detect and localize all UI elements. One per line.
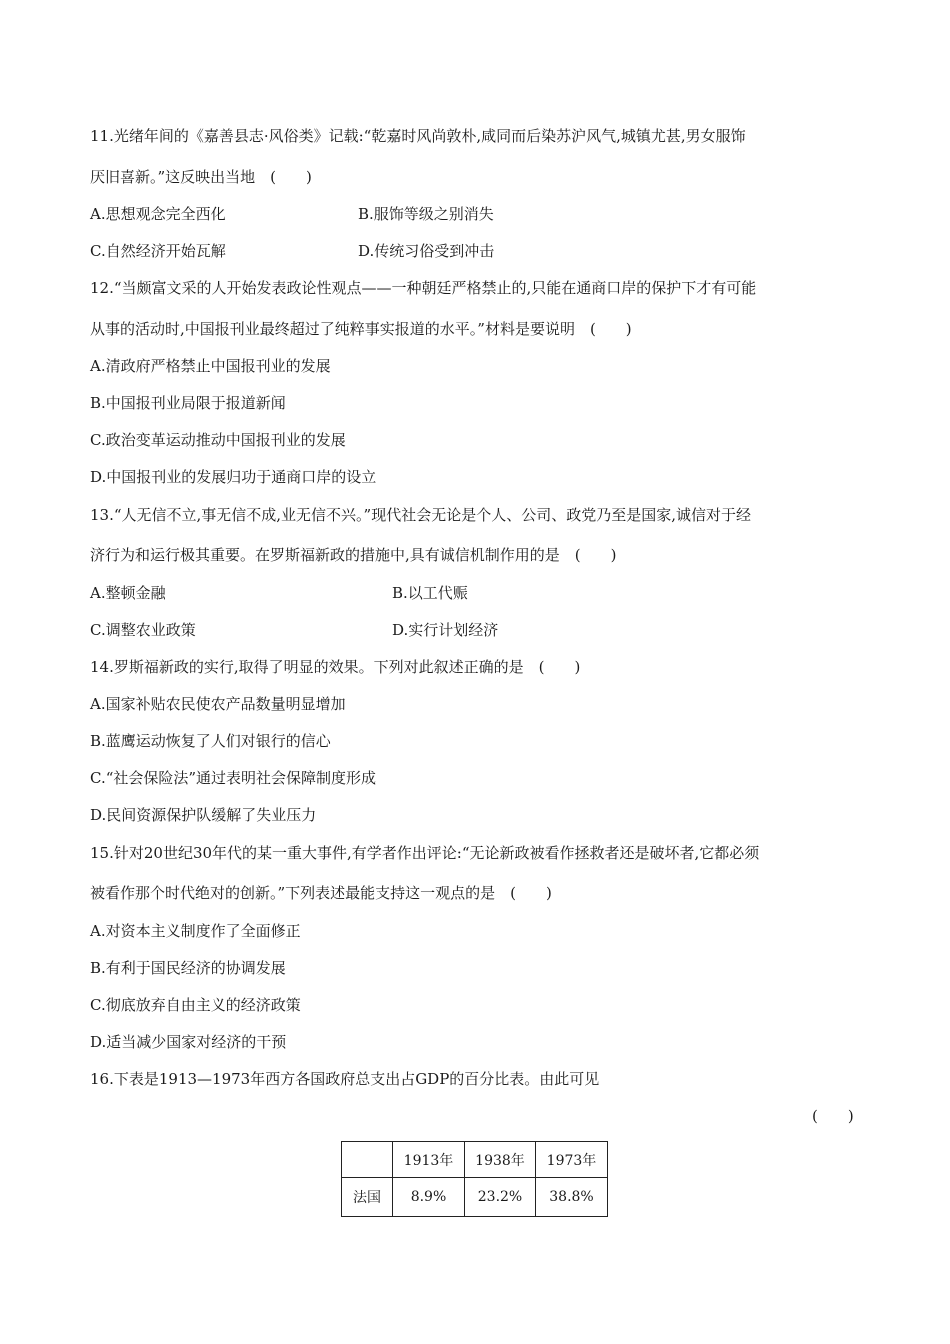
q14-option-a: A.国家补贴农民使农产品数量明显增加 <box>90 695 346 713</box>
q12-stem-line1: 12.“当颇富文采的人开始发表政论性观点——一种朝廷严格禁止的,只能在通商口岸的保护下才有可能 <box>90 279 757 297</box>
q15-option-d: D.适当减少国家对经济的干预 <box>90 1033 287 1051</box>
q15-option-c: C.彻底放弃自由主义的经济政策 <box>90 996 301 1014</box>
q15-stem-line2: 被看作那个时代绝对的创新。”下列表述最能支持这一观点的是 ( ) <box>90 884 552 902</box>
q13-stem-line1: 13.“人无信不立,事无信不成,业无信不兴。”现代社会无论是个人、公司、政党乃至是国家,诚信对于经 <box>90 506 752 524</box>
q13-option-a: A.整顿金融 <box>90 584 166 602</box>
q14-option-b: B.蓝鹰运动恢复了人们对银行的信心 <box>90 732 331 750</box>
q15-stem-line1: 15.针对20世纪30年代的某一重大事件,有学者作出评论:“无论新政被看作拯救者还是破坏者,它都必须 <box>90 844 760 862</box>
table-header-cell: 1913年 <box>393 1142 465 1178</box>
gov-spending-table <box>341 1141 608 1217</box>
q11-option-d: D.传统习俗受到冲击 <box>358 242 495 260</box>
q13-option-c: C.调整农业政策 <box>90 621 196 639</box>
q12-option-c: C.政治变革运动推动中国报刊业的发展 <box>90 431 346 449</box>
q12-stem-line2: 从事的活动时,中国报刊业最终超过了纯粹事实报道的水平。”材料是要说明 ( ) <box>90 320 632 338</box>
q12-option-d: D.中国报刊业的发展归功于通商口岸的设立 <box>90 468 377 486</box>
table-header-cell <box>342 1142 393 1178</box>
table-cell: 23.2% <box>465 1178 536 1217</box>
table-row <box>342 1178 608 1217</box>
q14-stem: 14.罗斯福新政的实行,取得了明显的效果。下列对此叙述正确的是 ( ) <box>90 658 581 676</box>
q14-option-c: C.“社会保险法”通过表明社会保障制度形成 <box>90 769 377 787</box>
table-cell: 8.9% <box>393 1178 465 1217</box>
q11-option-a: A.思想观念完全西化 <box>90 205 226 223</box>
table-header-row <box>342 1142 608 1178</box>
table-header-cell: 1973年 <box>536 1142 608 1178</box>
q13-option-b: B.以工代赈 <box>392 584 468 602</box>
q14-option-d: D.民间资源保护队缓解了失业压力 <box>90 806 317 824</box>
q15-option-a: A.对资本主义制度作了全面修正 <box>90 922 301 940</box>
table-header-cell: 1938年 <box>465 1142 536 1178</box>
q15-option-b: B.有利于国民经济的协调发展 <box>90 959 286 977</box>
q13-option-d: D.实行计划经济 <box>392 621 499 639</box>
q16-stem: 16.下表是1913—1973年西方各国政府总支出占GDP的百分比表。由此可见 <box>90 1070 600 1088</box>
q16-answer-parens: ( ) <box>812 1107 854 1125</box>
q11-option-c: C.自然经济开始瓦解 <box>90 242 226 260</box>
q12-option-a: A.清政府严格禁止中国报刊业的发展 <box>90 357 331 375</box>
q11-option-b: B.服饰等级之别消失 <box>358 205 494 223</box>
q13-stem-line2: 济行为和运行极其重要。在罗斯福新政的措施中,具有诚信机制作用的是 ( ) <box>90 546 617 564</box>
q12-option-b: B.中国报刊业局限于报道新闻 <box>90 394 286 412</box>
q11-stem-line2: 厌旧喜新。”这反映出当地 ( ) <box>90 168 312 186</box>
q11-stem-line1: 11.光绪年间的《嘉善县志·风俗类》记载:“乾嘉时风尚敦朴,咸同而后染苏沪风气,城镇尤甚,男女服饰 <box>90 127 746 145</box>
table-cell: 38.8% <box>536 1178 608 1217</box>
table-cell: 法国 <box>342 1178 393 1217</box>
